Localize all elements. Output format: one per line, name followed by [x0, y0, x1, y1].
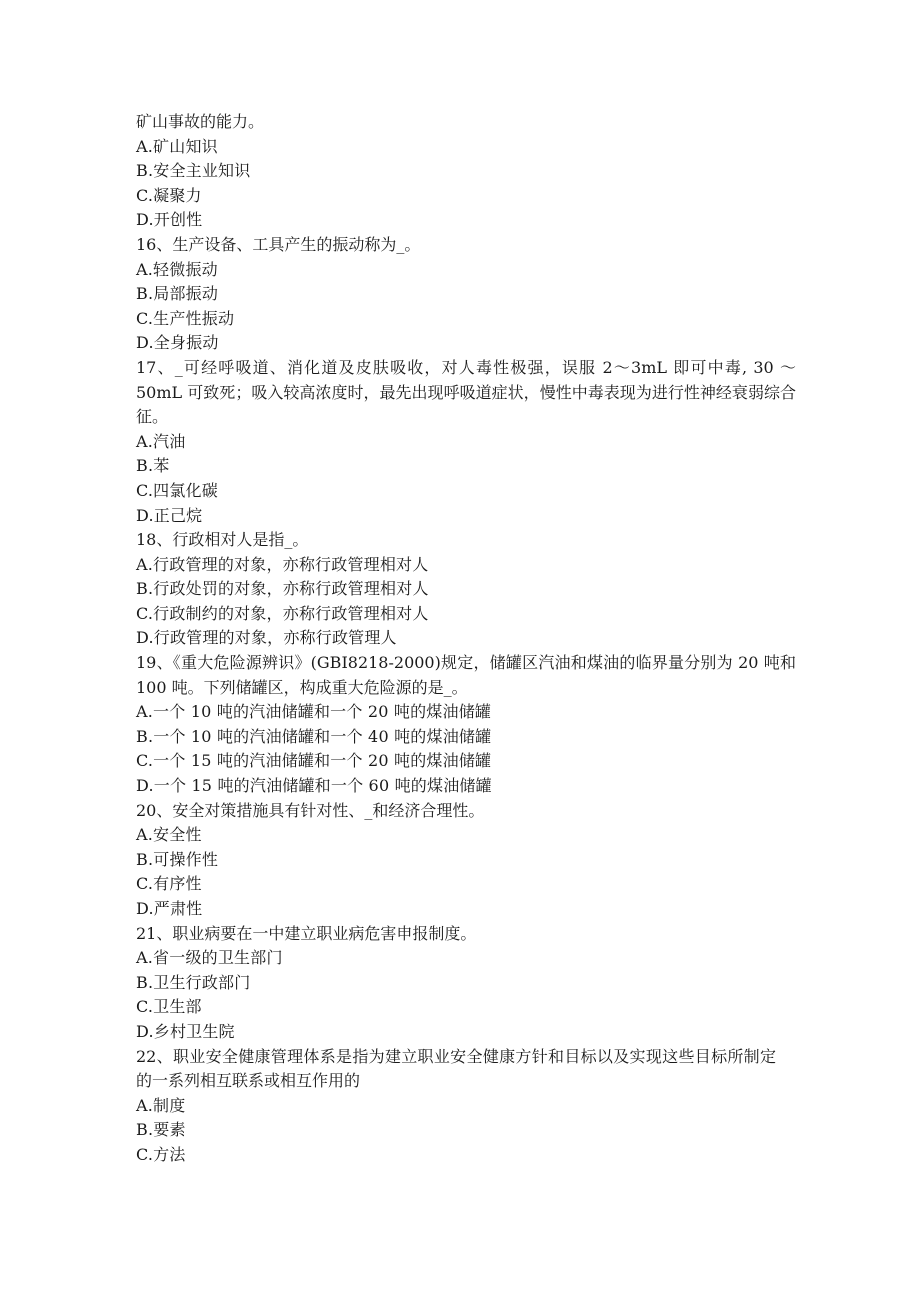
- option-line: D.全身振动: [136, 333, 219, 353]
- option-line: B.安全主业知识: [136, 161, 251, 181]
- option-line: D.一个 15 吨的汽油储罐和一个 60 吨的煤油储罐: [136, 776, 492, 796]
- option-line: A.一个 10 吨的汽油储罐和一个 20 吨的煤油储罐: [136, 702, 492, 722]
- option-line: A.行政管理的对象，亦称行政管理相对人: [136, 554, 429, 574]
- question-22: 22、职业安全健康管理体系是指为建立职业安全健康方针和目标以及实现这些目标所制定的一系列相互联系或相互作用的: [136, 1046, 776, 1091]
- option-line: B.要素: [136, 1120, 186, 1140]
- option-line: C.凝聚力: [136, 185, 202, 205]
- option-line: A.汽油: [136, 431, 186, 451]
- question-21: 21、职业病要在一中建立职业病危害申报制度。: [136, 923, 477, 943]
- option-line: A.轻微振动: [136, 259, 218, 279]
- option-line: B.可操作性: [136, 849, 219, 869]
- option-line: C.方法: [136, 1144, 186, 1164]
- option-line: D.行政管理的对象，亦称行政管理人: [136, 628, 397, 648]
- option-line: C.四氯化碳: [136, 480, 218, 500]
- option-line: D.乡村卫生院: [136, 1021, 235, 1041]
- option-line: B.卫生行政部门: [136, 972, 251, 992]
- option-line: B.一个 10 吨的汽油储罐和一个 40 吨的煤油储罐: [136, 726, 492, 746]
- option-line: A.制度: [136, 1095, 186, 1115]
- option-line: C.一个 15 吨的汽油储罐和一个 20 吨的煤油储罐: [136, 751, 492, 771]
- option-line: C.卫生部: [136, 997, 202, 1017]
- option-line: D.严肃性: [136, 899, 203, 918]
- option-line: C.生产性振动: [136, 308, 235, 328]
- question-16: 16、生产设备、工具产生的振动称为_。: [136, 234, 421, 254]
- option-line: A.矿山知识: [136, 136, 218, 156]
- option-line: A.省一级的卫生部门: [136, 948, 283, 968]
- option-line: B.局部振动: [136, 284, 219, 304]
- option-line: D.开创性: [136, 210, 203, 230]
- question-18: 18、行政相对人是指_。: [136, 530, 309, 550]
- option-line: C.行政制约的对象，亦称行政管理相对人: [136, 603, 429, 623]
- text-line: 矿山事故的能力。: [136, 112, 265, 131]
- option-line: B.苯: [136, 456, 170, 476]
- page-content: [136, 110, 796, 1168]
- option-line: A.安全性: [136, 825, 202, 845]
- option-line: B.行政处罚的对象，亦称行政管理相对人: [136, 579, 429, 599]
- question-20: 20、安全对策措施具有针对性、_和经济合理性。: [136, 800, 485, 820]
- question-19: 19、《重大危险源辨识》(GBI8218-2000)规定，储罐区汽油和煤油的临界量分别为 20 吨和 100 吨。下列储罐区，构成重大危险源的是_。: [136, 653, 796, 697]
- option-line: C.有序性: [136, 874, 202, 894]
- question-17: 17、_可经呼吸道、消化道及皮肤吸收，对人毒性极强，误服 2～3mL 即可中毒, 30 ～50mL 可致死；吸入较高浓度时，最先出现呼吸道症状，慢性中毒表现为进行性神经衰弱综合征。: [136, 357, 796, 427]
- option-line: D.正己烷: [136, 505, 203, 525]
